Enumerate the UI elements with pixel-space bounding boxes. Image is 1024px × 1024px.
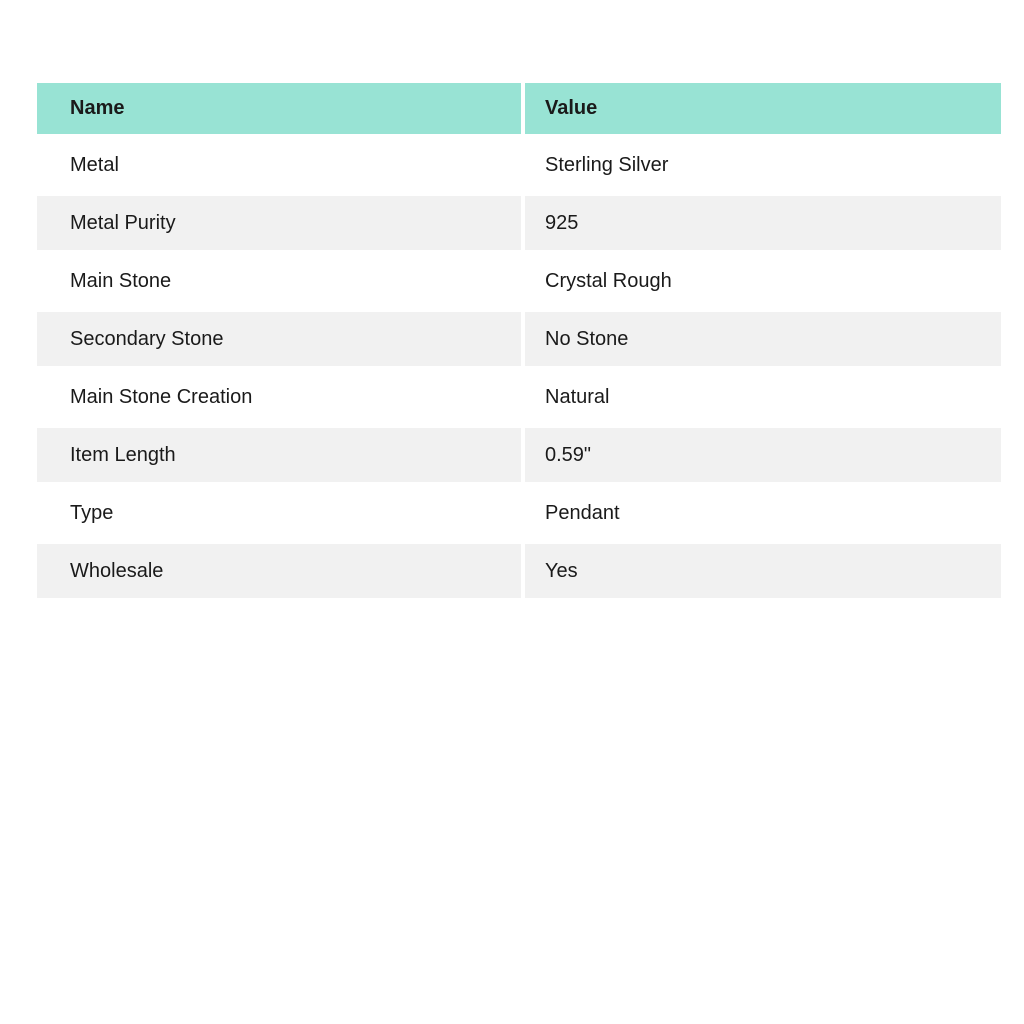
product-specs-table bbox=[37, 83, 1001, 598]
table-row bbox=[37, 192, 1001, 250]
row-name-cell: Metal bbox=[37, 134, 521, 192]
row-name-cell: Wholesale bbox=[37, 540, 521, 598]
row-name-cell: Main Stone Creation bbox=[37, 366, 521, 424]
table-row bbox=[37, 250, 1001, 308]
row-value-cell: 0.59" bbox=[521, 424, 1001, 482]
row-value-cell: No Stone bbox=[521, 308, 1001, 366]
header-row bbox=[37, 83, 1001, 134]
table-row bbox=[37, 134, 1001, 192]
row-value-cell: Yes bbox=[521, 540, 1001, 598]
row-value-cell: Natural bbox=[521, 366, 1001, 424]
row-value-cell: Pendant bbox=[521, 482, 1001, 540]
row-name-cell: Type bbox=[37, 482, 521, 540]
column-header-value: Value bbox=[521, 83, 1001, 134]
row-name-cell: Metal Purity bbox=[37, 192, 521, 250]
product-specs-table-header bbox=[37, 83, 1001, 134]
row-name-cell: Secondary Stone bbox=[37, 308, 521, 366]
table-row bbox=[37, 308, 1001, 366]
column-header-name: Name bbox=[37, 83, 521, 134]
row-value-cell: Crystal Rough bbox=[521, 250, 1001, 308]
table-row bbox=[37, 482, 1001, 540]
row-value-cell: 925 bbox=[521, 192, 1001, 250]
table-row bbox=[37, 424, 1001, 482]
row-name-cell: Item Length bbox=[37, 424, 521, 482]
row-name-cell: Main Stone bbox=[37, 250, 521, 308]
table-row bbox=[37, 366, 1001, 424]
row-value-cell: Sterling Silver bbox=[521, 134, 1001, 192]
spec-table-body bbox=[37, 134, 1001, 598]
table-row bbox=[37, 540, 1001, 598]
